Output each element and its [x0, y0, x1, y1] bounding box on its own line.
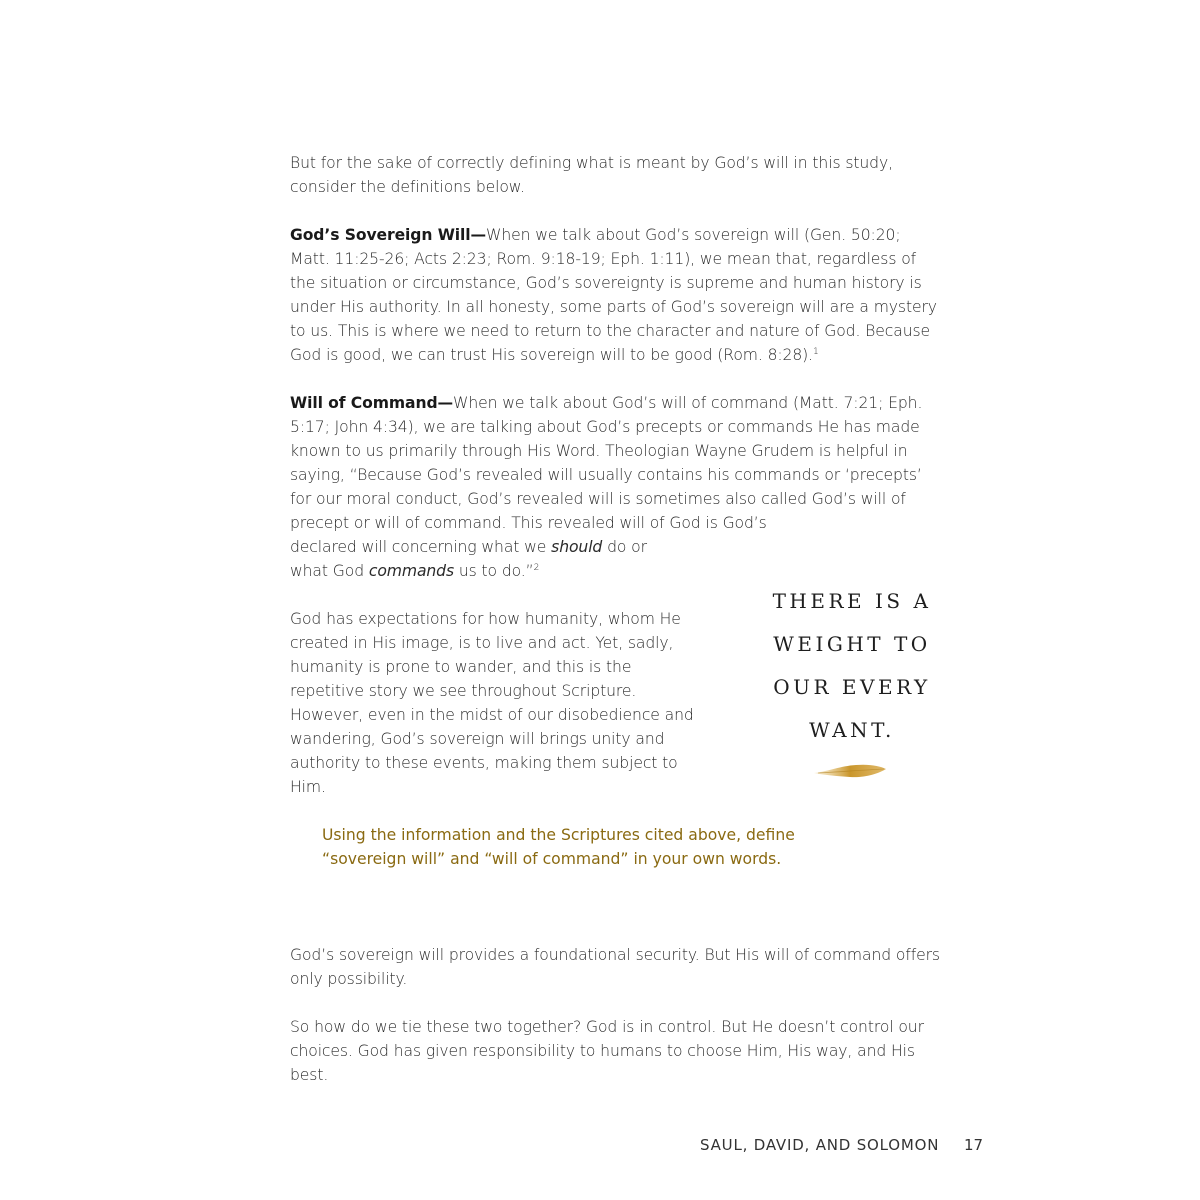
reflection-prompt [322, 823, 882, 871]
expectations-text: God has expectations for how humanity, whom He created in His image, is to live and act. Yet, sadly, humanity is prone to wander, and this is the repetitive story we see throughout Scripture. However, even in the midst of our disobedience and wandering, God’s sovereign will brings unity and authority to these events, making them subject to Him. [290, 610, 694, 796]
expectations-paragraph [290, 607, 710, 799]
intro-text: But for the sake of correctly defining what is meant by God’s will in this study, consider the definitions below. [290, 154, 893, 196]
will-of-command-paragraph [290, 391, 940, 535]
sovereign-will-term: God’s Sovereign Will— [290, 226, 487, 244]
emphasis-commands: commands [368, 562, 454, 580]
will-of-command-continued [290, 535, 940, 583]
page-number: 17 [964, 1136, 984, 1154]
sovereign-will-paragraph [290, 223, 940, 367]
will-of-command-line2-a: declared will concerning what we [290, 538, 552, 556]
will-of-command-line3-a: what God [290, 562, 369, 580]
tie-together-text: So how do we tie these two together? God is in control. But He doesn’t control our choices. God has given responsibility to humans to choose Him, His way, and His best. [290, 1018, 924, 1084]
pull-quote-line-2: WEIGHT TO [773, 632, 931, 656]
pull-quote-line-3: OUR EVERY [773, 675, 931, 699]
emphasis-should: should [551, 538, 603, 556]
will-of-command-line3-b: us to do.” [454, 562, 534, 580]
footnote-marker-1: 1 [813, 346, 819, 357]
tie-together-paragraph [290, 1015, 940, 1087]
sovereign-will-text: When we talk about God’s sovereign will (Gen. 50:20; Matt. 11:25-26; Acts 2:23; Rom. 9:18-19; Eph. 1:11), we mean that, regardless of the situation or circumstance, God’s sovereignty is supreme and human history is under His authority. In all honesty, some parts of God’s sovereign will are a mystery to us. This is where we need to return to the character and nature of God. Because God is good, we can trust His sovereign will to be good (Rom. 8:28). [290, 226, 937, 364]
pull-quote [752, 580, 952, 752]
pull-quote-line-4: WANT. [809, 718, 895, 742]
security-text: God’s sovereign will provides a foundational security. But His will of command offers only possibility. [290, 946, 940, 988]
will-of-command-text: When we talk about God’s will of command (Matt. 7:21; Eph. 5:17; John 4:34), we are talking about God’s precepts or commands He has made known to us primarily through His Word. Theologian Wayne Grudem is helpful in saying, “Because God’s revealed will usually contains his commands or ‘precepts’ for our moral conduct, God’s revealed will is sometimes also called God’s will of precept or will of command. This revealed will of God is God’s [290, 394, 923, 532]
footnote-marker-2: 2 [533, 562, 540, 573]
intro-paragraph [290, 151, 940, 199]
reflection-prompt-text: Using the information and the Scriptures cited above, define “sovereign will” and “will of command” in your own words. [322, 826, 795, 868]
security-paragraph [290, 943, 940, 991]
gold-leaf-icon [812, 760, 888, 782]
will-of-command-line2-b: do or [602, 538, 647, 556]
pull-quote-line-1: THERE IS A [772, 589, 932, 613]
will-of-command-term: Will of Command— [290, 394, 454, 412]
running-footer-title: SAUL, DAVID, AND SOLOMON [700, 1136, 940, 1154]
